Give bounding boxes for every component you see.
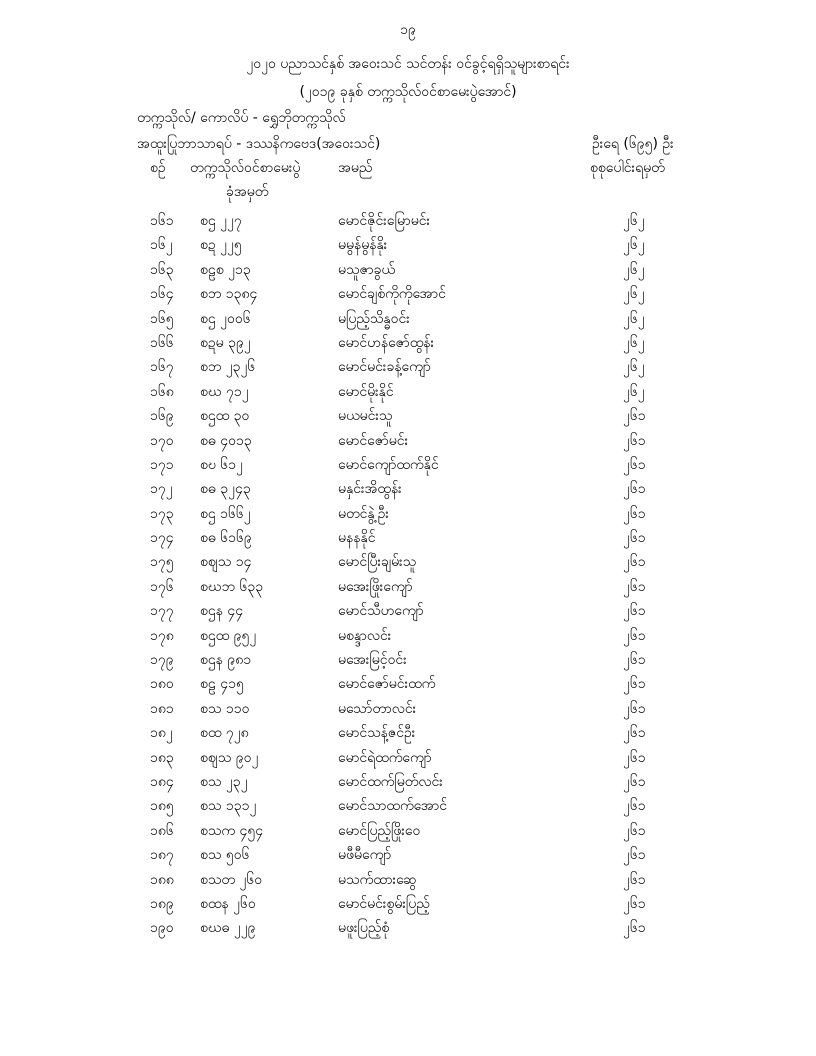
results-table [0, 207, 816, 939]
row-number: ၁၈၀ [150, 676, 174, 693]
document-title: ၂၀၂၀ ပညာသင်နှစ် အဝေးသင် သင်တန်း ဝင်ခွင့်ရရှိသူများစာရင်း [246, 56, 570, 72]
row-number: ၁၇၁ [150, 456, 174, 473]
student-name: မသူဇာခွယ် [338, 261, 396, 278]
table-row [0, 866, 816, 890]
table-row [0, 427, 816, 451]
student-name: မောင်ဇိုင်းမြောမင်း [338, 213, 431, 229]
roll-number: စသ ၂၃၂ [200, 773, 248, 790]
student-name: မောင်ကျော်ထက်နိုင် [338, 456, 439, 473]
table-row [0, 719, 816, 743]
table-row [0, 524, 816, 548]
document-subtitle: (၂၀၁၉ ခုနှစ် တက္ကသိုလ်ဝင်စာမေးပွဲအောင်) [299, 84, 517, 100]
row-number: ၁၈၈ [150, 871, 174, 888]
roll-number: စဘ ၁၃၈၄ [200, 286, 258, 303]
roll-number: စဍ ၂၂၅ [200, 237, 242, 254]
table-row [0, 353, 816, 377]
student-name: မမွန်မွန်နိုး [338, 237, 388, 254]
student-name: မယမင်းသူ [338, 408, 393, 425]
student-name: မောင်ထက်မြတ်လင်း [338, 773, 443, 790]
student-name: မောင်ဟန်ဇော်ထွန်း [338, 334, 435, 351]
table-row [0, 280, 816, 304]
student-name: မောင်သန့်ဇင်ဦး [338, 725, 416, 742]
roll-number: စဓ ၄၀၁၃ [200, 432, 252, 449]
roll-number: စဠစ ၂၁၃ [200, 261, 251, 278]
roll-number: စဌထ ၃၀ [200, 408, 250, 425]
header-no: စဉ် [150, 160, 166, 176]
table-row [0, 402, 816, 426]
total-mark: ၂၆၁ [623, 554, 646, 571]
roll-number: စထန ၂၆၀ [200, 895, 256, 912]
student-name: မဖူးပြည့်စုံ [338, 920, 390, 937]
roll-number: စဌန ၄၄ [200, 603, 244, 620]
total-mark: ၂၆၁ [623, 432, 646, 449]
row-number: ၁၆၈ [150, 383, 174, 400]
table-row [0, 378, 816, 402]
student-name: မောင်သီဟကျော် [338, 603, 424, 620]
table-row [0, 207, 816, 231]
student-name: မောင်ဇော်မင်း [338, 432, 409, 449]
row-number: ၁၆၄ [150, 286, 174, 303]
roll-number: စဌန ၉၈၁ [200, 652, 252, 669]
roll-number: စဘ ၂၃၂၆ [200, 359, 256, 376]
total-mark: ၂၆၁ [623, 676, 646, 693]
roll-number: စဌ ၂၂၇ [200, 213, 242, 229]
table-row [0, 646, 816, 670]
row-number: ၁၈၁ [150, 700, 174, 717]
row-number: ၁၇၄ [150, 530, 174, 547]
total-mark: ၂၆၁ [623, 871, 646, 888]
table-row [0, 670, 816, 694]
row-number: ၁၇၅ [150, 554, 174, 571]
total-mark: ၂၆၁ [623, 530, 646, 547]
total-mark: ၂၆၁ [623, 456, 646, 473]
total-mark: ၂၆၁ [623, 895, 646, 912]
total-mark: ၂၆၁ [623, 798, 646, 815]
student-name: မသော်တာလင်း [338, 700, 417, 717]
student-name: မနှင်းအိထွန်း [338, 481, 402, 498]
table-row [0, 768, 816, 792]
total-mark: ၂၆၁ [623, 603, 646, 620]
row-number: ၁၇၈ [150, 627, 174, 644]
roll-number: စဍမ ၃၉၂ [200, 334, 251, 351]
roll-number: စဓ ၃၂၄၃ [200, 481, 251, 498]
roll-number: စသက ၄၅၄ [200, 822, 264, 839]
table-row [0, 695, 816, 719]
total-mark: ၂၆၂ [623, 237, 645, 254]
roll-number: စဈသ ၉၀၂ [200, 749, 259, 766]
total-mark: ၂၆၁ [623, 822, 646, 839]
student-name: မောင်ဇော်မင်းထက် [338, 676, 436, 693]
header-mark: စုစုပေါင်းရမှတ် [590, 160, 665, 176]
total-mark: ၂၆၂ [623, 310, 645, 327]
roll-number: စသ ၁၃၁၂ [200, 798, 257, 815]
total-mark: ၂၆၁ [623, 652, 646, 669]
student-name: မပြည့်သိန္ဓဝင်း [338, 310, 410, 327]
table-row [0, 231, 816, 255]
total-mark: ၂၆၁ [623, 920, 646, 937]
roll-number: စဃဓ ၂၂၉ [200, 920, 256, 937]
row-number: ၁၇၀ [150, 432, 174, 449]
student-name: မောင်ရဲထက်ကျော် [338, 749, 432, 766]
total-mark: ၂၆၁ [623, 627, 646, 644]
total-mark: ၂၆၂ [623, 334, 645, 351]
student-name: မောင်ပြီးချမ်းသူ [338, 554, 417, 571]
total-mark: ၂၆၁ [623, 408, 646, 425]
table-row [0, 548, 816, 572]
student-name: မောင်မိုးနိုင် [338, 383, 394, 400]
header-roll-sub: ခုံအမှတ် [226, 184, 269, 200]
row-number: ၁၈၉ [150, 895, 174, 912]
row-number: ၁၈၆ [150, 822, 174, 839]
row-number: ၁၈၂ [150, 725, 173, 742]
student-name: မောင်မင်းခန့်ကျော် [338, 359, 431, 376]
row-number: ၁၈၃ [150, 749, 174, 766]
table-row [0, 597, 816, 621]
total-mark: ၂၆၁ [623, 725, 646, 742]
total-mark: ၂၆၂ [623, 286, 645, 303]
university-line: တက္ကသိုလ်/ ကောလိပ် - ရွှေဘိုတက္ကသိုလ် [137, 110, 346, 126]
roll-number: စထ ၇၂၈ [200, 725, 249, 742]
table-row [0, 573, 816, 597]
student-name: မတင်နွဲ့ဦး [338, 505, 389, 522]
count-line: ဦးရေ (၆၉၅) ဦး [592, 136, 674, 152]
total-mark: ၂၆၂ [623, 383, 645, 400]
total-mark: ၂၆၁ [623, 773, 646, 790]
table-row [0, 890, 816, 914]
student-name: မောင်ပြည့်ဖြိုးဝေ [338, 822, 421, 839]
student-name: မအေးဖြိုးကျော် [338, 578, 413, 595]
roll-number: စဌထ ၉၅၂ [200, 627, 257, 644]
table-row [0, 475, 816, 499]
header-name: အမည် [338, 160, 373, 176]
header-roll: တက္ကသိုလ်ဝင်စာမေးပွဲ [190, 160, 301, 176]
row-number: ၁၇၂ [150, 481, 173, 498]
row-number: ၁၆၃ [150, 261, 174, 278]
row-number: ၁၆၇ [150, 359, 174, 376]
row-number: ၁၆၆ [150, 334, 174, 351]
table-row [0, 256, 816, 280]
row-number: ၁၈၅ [150, 798, 174, 815]
student-name: မောင်မင်းစွမ်းပြည့် [338, 895, 430, 912]
row-number: ၁၈၇ [150, 847, 174, 864]
row-number: ၁၆၅ [150, 310, 174, 327]
table-row [0, 451, 816, 475]
row-number: ၁၇၇ [150, 603, 174, 620]
roll-number: စဎ ၆၁၂ [200, 456, 243, 473]
total-mark: ၂၆၁ [623, 700, 646, 717]
table-row [0, 914, 816, 938]
student-name: မဖီမီကျော် [338, 847, 392, 864]
roll-number: စသတ ၂၆၀ [200, 871, 263, 888]
student-name: မောင်သာထက်အောင် [338, 798, 448, 815]
page-number: ၁၉ [400, 22, 416, 38]
row-number: ၁၈၄ [150, 773, 174, 790]
table-row [0, 817, 816, 841]
student-name: မအေးမြင့်ဝင်း [338, 652, 407, 669]
total-mark: ၂၆၂ [623, 261, 645, 278]
row-number: ၁၆၂ [150, 237, 173, 254]
roll-number: စဃဘ ၆၃၃ [200, 578, 264, 595]
table-row [0, 841, 816, 865]
table-row [0, 500, 816, 524]
row-number: ၁၇၉ [150, 652, 174, 669]
table-row [0, 622, 816, 646]
student-name: မစန္ဒာလင်း [338, 627, 392, 644]
row-number: ၁၆၁ [150, 213, 174, 229]
table-row [0, 792, 816, 816]
roll-number: စဓ ၆၁၆၉ [200, 530, 252, 547]
roll-number: စဈသ ၁၄ [200, 554, 252, 571]
table-row [0, 329, 816, 353]
student-name: မောင်ချစ်ကိုကိုအောင် [338, 286, 446, 303]
total-mark: ၂၆၁ [623, 749, 646, 766]
total-mark: ၂၆၂ [623, 359, 645, 376]
row-number: ၁၇၃ [150, 505, 174, 522]
row-number: ၁၇၆ [150, 578, 174, 595]
total-mark: ၂၆၁ [623, 481, 646, 498]
roll-number: စသ ၅၀၆ [200, 847, 250, 864]
roll-number: စဃ ၇၁၂ [200, 383, 249, 400]
roll-number: စဌ ၁၆၆၂ [200, 505, 251, 522]
row-number: ၁၉၀ [150, 920, 174, 937]
roll-number: စဠ ၄၁၅ [200, 676, 244, 693]
roll-number: စသ ၁၁၀ [200, 700, 250, 717]
roll-number: စဌ ၂၀၀၆ [200, 310, 251, 327]
total-mark: ၂၆၂ [623, 213, 645, 229]
total-mark: ၂၆၁ [623, 847, 646, 864]
student-name: မသက်ထားဆွေ [338, 871, 417, 888]
student-name: မနနနိုင် [338, 530, 376, 547]
total-mark: ၂၆၁ [623, 578, 646, 595]
table-row [0, 305, 816, 329]
subject-line: အထူးပြုဘာသာရပ် - ဒဿနိကဗေဒ(အဝေးသင်) [137, 136, 381, 152]
row-number: ၁၆၉ [150, 408, 174, 425]
table-row [0, 744, 816, 768]
total-mark: ၂၆၁ [623, 505, 646, 522]
